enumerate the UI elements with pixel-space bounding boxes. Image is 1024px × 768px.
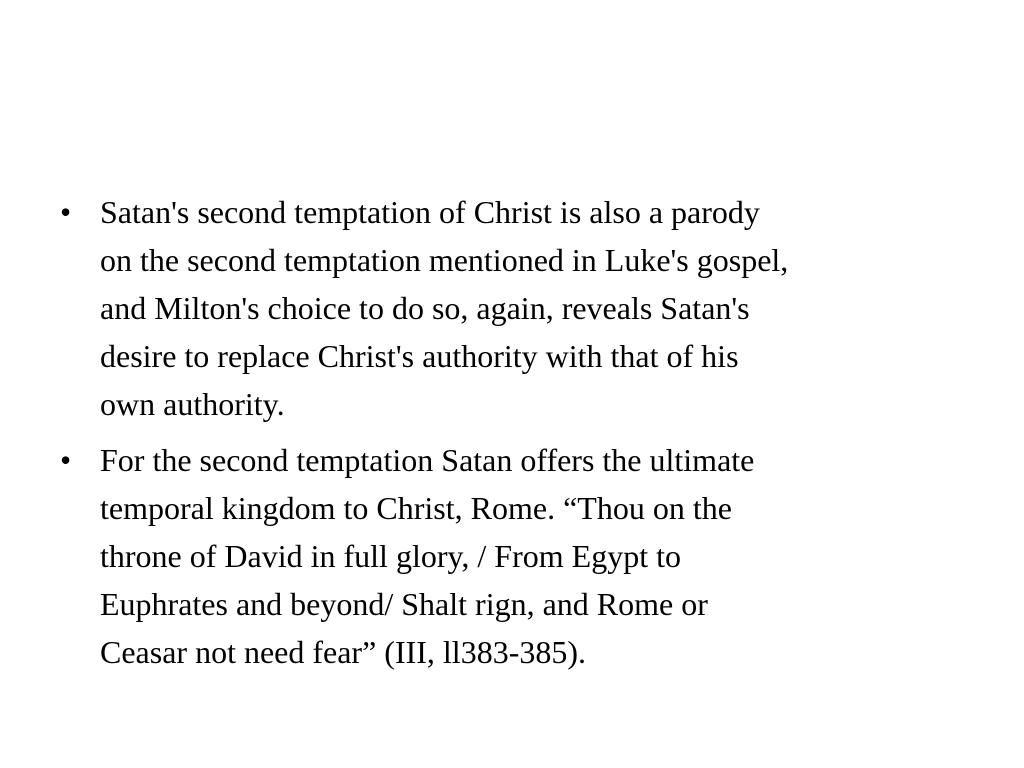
- bullet-text-line: and Milton's choice to do so, again, reveals Satan's: [100, 290, 750, 326]
- bullet-text-line: desire to replace Christ's authority with that of his: [100, 338, 739, 374]
- bullet-list: [58, 188, 978, 684]
- bullet-text-line: on the second temptation mentioned in Luke's gospel,: [100, 242, 789, 278]
- bullet-text-line: For the second temptation Satan offers the ultimate: [100, 442, 755, 478]
- bullet-text-line: own authority.: [100, 386, 285, 422]
- bullet-text-line: Euphrates and beyond/ Shalt rign, and Rome or: [100, 586, 708, 622]
- bullet-text-line: Satan's second temptation of Christ is also a parody: [100, 194, 760, 230]
- bullet-item: [58, 436, 978, 676]
- bullet-text-line: temporal kingdom to Christ, Rome. “Thou on the: [100, 490, 732, 526]
- bullet-text-line: Ceasar not need fear” (III, ll383-385).: [100, 634, 586, 670]
- bullet-marker: •: [60, 442, 72, 478]
- bullet-text-line: throne of David in full glory, / From Egypt to: [100, 538, 681, 574]
- bullet-marker: •: [60, 194, 72, 230]
- bullet-item: [58, 188, 978, 428]
